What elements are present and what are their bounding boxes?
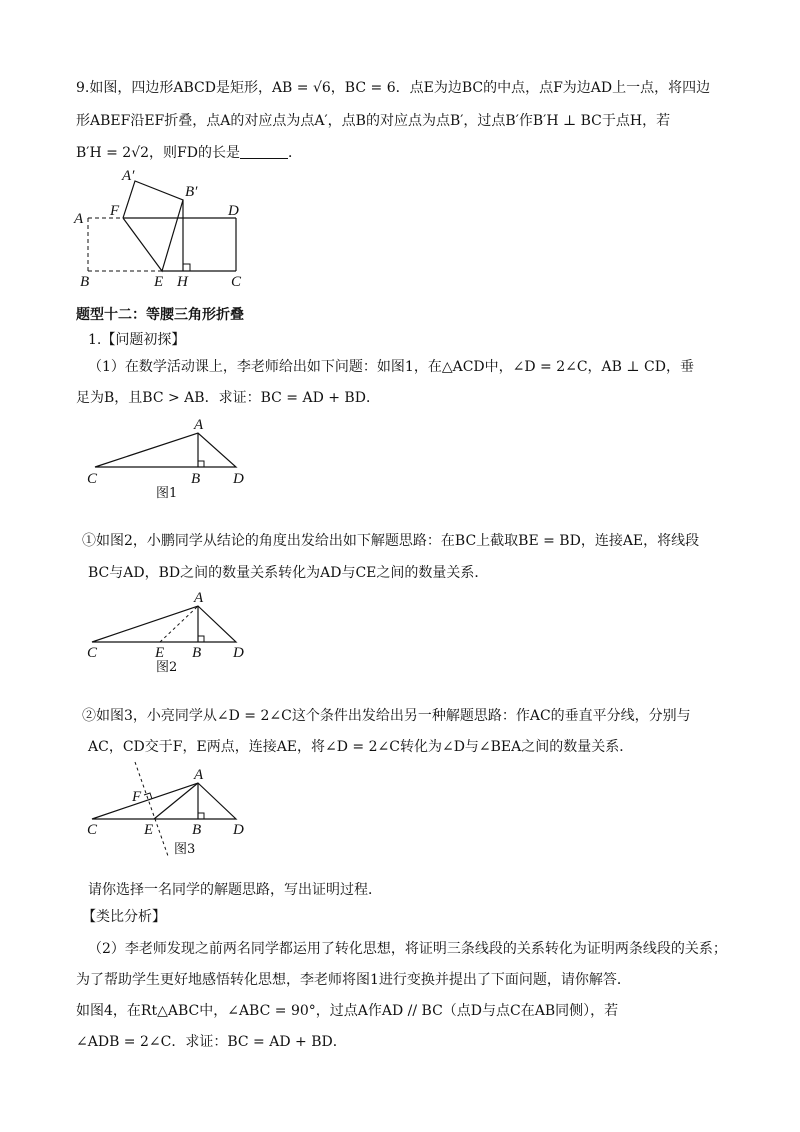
para-2: （1）在数学活动课上，李老师给出如下问题：如图1，在△ACD中，∠D = 2∠C，AB ⊥ CD，垂 (88, 359, 694, 375)
para-11: 为了帮助学生更好地感悟转化思想，李老师将图1进行变换并提出了下面问题，请你解答． (76, 972, 631, 988)
para-6: ②如图3，小亮同学从∠D = 2∠C这个条件出发给出另一种解题思路：作AC的垂直平分线，分别与 (82, 708, 691, 724)
folded-shape (123, 181, 183, 271)
right-angle-B (198, 636, 204, 642)
fig2-label-A: A (194, 590, 204, 606)
answer-blank (240, 144, 288, 159)
label-F: F (110, 203, 120, 219)
fig3-label-E: E (144, 822, 154, 838)
figure-q9 (70, 165, 260, 290)
fig2-label-E: E (155, 645, 165, 661)
fig1-label-A: A (194, 417, 204, 433)
para-13: ∠ADB = 2∠C．求证：BC = AD + BD． (76, 1034, 347, 1050)
fig2-caption: 图2 (156, 660, 178, 675)
para-12: 如图4，在Rt△ABC中，∠ABC = 90°，过点A作AD // BC（点D与点C在AB同侧），若 (76, 1003, 619, 1019)
label-A1: A′ (122, 168, 135, 184)
fig1-label-C: C (87, 471, 98, 487)
label-B1: B′ (185, 184, 198, 200)
para-4: ①如图2，小鹏同学从结论的角度出发给出如下解题思路：在BC上截取BE = BD，连接AE，将线段 (82, 533, 700, 549)
fig1-caption: 图1 (156, 486, 178, 501)
perpendicular-bisector (135, 762, 168, 856)
para-7: AC，CD交于F，E两点，连接AE，将∠D = 2∠C转化为∠D与∠BEA之间的数量关系． (88, 739, 634, 755)
dashed-AE (160, 606, 198, 642)
q9-line-2: 形ABEF沿EF折叠，点A的对应点为点A′，点B的对应点为点B′，过点B′作B′H ⊥ BC于点H，若 (76, 113, 671, 129)
para-1: 1.【问题初探】 (88, 332, 186, 348)
triangle-ACD (92, 606, 236, 642)
para-8: 请你选择一名同学的解题思路，写出证明过程． (88, 882, 382, 898)
label-E: E (154, 274, 164, 290)
figure-2 (80, 590, 260, 680)
fig3-caption: 图3 (174, 842, 196, 857)
fig3-label-D: D (233, 822, 244, 838)
fig2-label-C: C (87, 645, 98, 661)
fig1-label-B: B (191, 471, 201, 487)
label-H: H (177, 274, 188, 290)
label-D: D (228, 203, 239, 219)
label-A: A (74, 211, 84, 227)
right-angle-B (198, 813, 204, 819)
fig3-label-B: B (192, 822, 202, 838)
fig3-label-A: A (194, 767, 204, 783)
fig1-label-D: D (233, 471, 244, 487)
triangle-ACD (95, 433, 236, 467)
fig3-label-C: C (87, 822, 98, 838)
triangle-ACD (92, 783, 236, 819)
para-10: （2）李老师发现之前两名同学都运用了转化思想，将证明三条线段的关系转化为证明两条线段的关系； (88, 941, 727, 957)
figure-3 (80, 760, 260, 860)
q9-line-3-end: ． (287, 145, 302, 161)
q9-line-1: 9.如图，四边形ABCD是矩形，AB = √6，BC = 6．点E为边BC的中点，点F为边AD上一点，将四边 (76, 80, 711, 96)
right-angle-H (183, 264, 190, 271)
right-angle-B (198, 461, 204, 467)
q9-line-3 (76, 143, 302, 163)
q9-line-3-text: B′H = 2√2，则FD的长是 (76, 145, 240, 161)
segment-AE (154, 783, 198, 819)
fig2-label-B: B (192, 645, 202, 661)
para-3: 足为B，且BC > AB．求证：BC = AD + BD． (76, 390, 380, 406)
label-C: C (231, 274, 242, 290)
para-9: 【类比分析】 (82, 909, 166, 925)
fig2-label-D: D (233, 645, 244, 661)
para-5: BC与AD，BD之间的数量关系转化为AD与CE之间的数量关系． (88, 565, 489, 581)
label-B: B (80, 274, 90, 290)
figure-1 (80, 415, 260, 505)
fig3-label-F: F (132, 789, 142, 805)
section-title: 题型十二：等腰三角形折叠 (76, 307, 244, 323)
